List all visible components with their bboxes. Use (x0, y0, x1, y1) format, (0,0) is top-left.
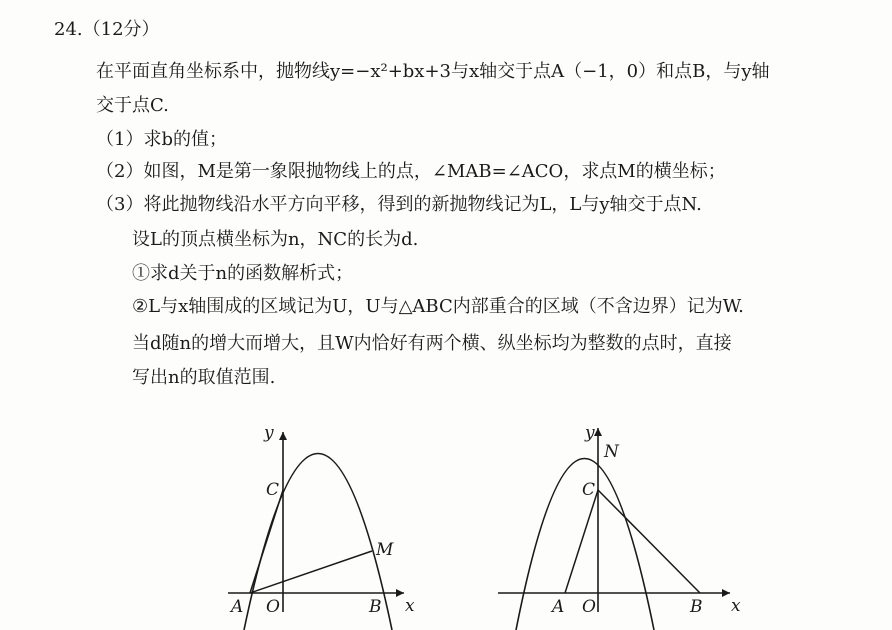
question-number: 24.（12分） (54, 19, 160, 40)
part-3-sub-2-line-3: 写出n的取值范围. (132, 367, 276, 388)
fig1-label-b: B (369, 597, 382, 617)
question-stem-line-2: 交于点C. (96, 95, 169, 116)
fig2-label-n: N (604, 442, 619, 462)
figure-1 (228, 423, 415, 630)
part-2: （2）如图，M是第一象限抛物线上的点，∠MAB=∠ACO，求点M的横坐标； (96, 161, 726, 182)
part-3-sub-2-line-2: 当d随n的增大而增大，且W内恰好有两个横、纵坐标均为整数的点时，直接 (132, 333, 732, 354)
fig2-label-c: C (582, 480, 596, 500)
fig2-label-x: x (731, 596, 741, 616)
fig1-label-m: M (376, 540, 394, 560)
fig1-segment-ac (250, 490, 283, 593)
fig2-label-a: A (552, 597, 565, 617)
part-3-line-2: 设L的顶点横坐标为n，NC的长为d. (132, 229, 419, 250)
question-stem-line-1: 在平面直角坐标系中，抛物线y=−x²+bx+3与x轴交于点A（−1，0）和点B，与y轴 (96, 61, 770, 82)
figure-2 (498, 423, 741, 630)
fig1-label-o: O (266, 597, 280, 617)
part-1: （1）求b的值； (96, 129, 227, 150)
fig1-segment-am (250, 551, 372, 593)
fig1-label-c: C (266, 480, 280, 500)
fig2-label-y: y (585, 423, 595, 443)
part-3-sub-2-line-1: ②L与x轴围成的区域记为U，U与△ABC内部重合的区域（不含边界）记为W. (132, 296, 744, 317)
part-3-line-1: （3）将此抛物线沿水平方向平移，得到的新抛物线记为L，L与y轴交于点N. (96, 194, 702, 215)
fig2-label-b: B (690, 597, 703, 617)
fig2-label-o: O (582, 597, 596, 617)
fig1-label-y: y (264, 423, 274, 443)
fig1-label-a: A (231, 597, 244, 617)
part-3-sub-1: ①求d关于n的函数解析式； (132, 263, 354, 284)
fig1-label-x: x (405, 596, 415, 616)
